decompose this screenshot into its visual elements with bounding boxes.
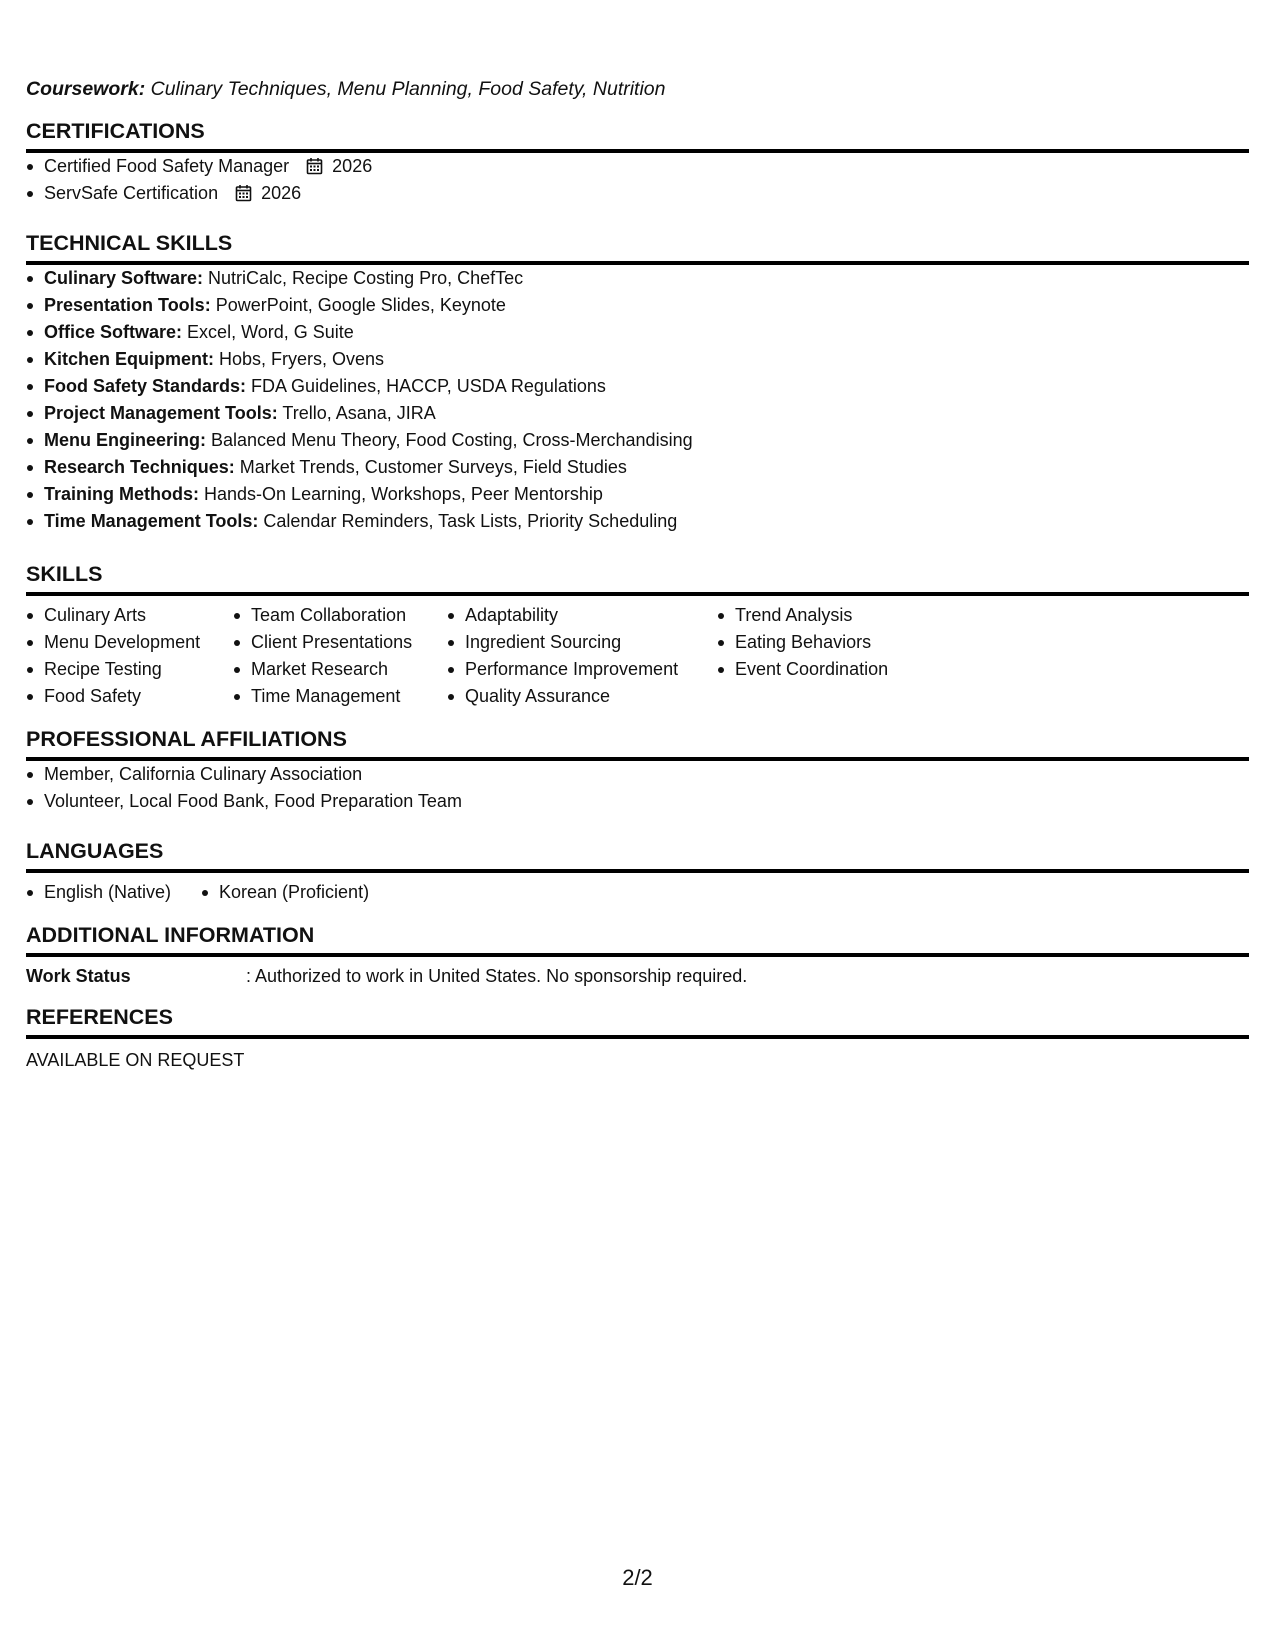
skill-item [233,602,412,629]
skill-category-label: Office Software: [44,322,183,342]
skill-category-label: Food Safety Standards: [44,376,247,396]
skill-item [26,683,200,710]
language-text: Korean (Proficient) [219,882,370,902]
certifications-section [26,118,1249,207]
skills-section [26,561,1249,712]
technical-skill-item [26,265,1249,292]
work-status-row [26,963,1249,990]
skill-label: Time Management [251,686,401,706]
skill-item [233,629,412,656]
certification-year: 2026 [261,183,302,203]
skill-item [447,683,678,710]
calendar-icon [306,157,323,175]
skill-category-label: Project Management Tools: [44,403,278,423]
bullet [27,799,33,805]
work-status-value: : Authorized to work in United States. No sponsorship required. [246,966,748,986]
bullet [27,519,33,525]
skill-category-value: Hobs, Fryers, Ovens [219,349,385,369]
bullet [448,613,454,619]
language-item [26,879,171,906]
skill-item [447,629,678,656]
section-title-affiliations: PROFESSIONAL AFFILIATIONS [26,727,347,751]
skills-grid [26,602,1249,712]
skill-item [717,629,888,656]
skill-item [447,602,678,629]
technical-skill-item [26,427,1249,454]
skill-label: Menu Development [44,632,201,652]
bullet [448,694,454,700]
affiliation-text: Member, California Culinary Association [44,764,363,784]
skill-category-value: NutriCalc, Recipe Costing Pro, ChefTec [208,268,524,288]
skill-label: Client Presentations [251,632,413,652]
skill-category-value: Balanced Menu Theory, Food Costing, Cross-Merchandising [211,430,693,450]
skill-item [26,656,200,683]
skill-label: Recipe Testing [44,659,162,679]
bullet [27,694,33,700]
technical-skills-section [26,230,1249,535]
coursework-line [26,78,666,101]
skill-item [717,602,888,629]
certifications-list [26,153,1249,207]
bullet [27,357,33,363]
coursework-label: Coursework: [26,78,146,100]
section-divider [26,953,1249,957]
skill-category-label: Presentation Tools: [44,295,211,315]
bullet [448,640,454,646]
affiliations-list [26,761,1249,815]
bullet [27,191,33,197]
technical-skill-item [26,454,1249,481]
skill-label: Performance Improvement [465,659,679,679]
bullet [27,330,33,336]
affiliation-text: Volunteer, Local Food Bank, Food Preparation Team [44,791,462,811]
skill-label: Team Collaboration [251,605,407,625]
bullet [27,164,33,170]
certification-item [26,153,1249,180]
bullet [27,613,33,619]
section-title-certifications: CERTIFICATIONS [26,119,205,143]
bullet [27,772,33,778]
section-title-skills: SKILLS [26,562,103,586]
references-text: AVAILABLE ON REQUEST [26,1050,245,1070]
bullet [27,384,33,390]
bullet [27,438,33,444]
bullet [27,890,33,896]
section-divider [26,592,1249,596]
coursework-value: Culinary Techniques, Menu Planning, Food Safety, Nutrition [150,78,666,100]
affiliations-section [26,726,1249,815]
bullet [27,411,33,417]
certification-year: 2026 [332,156,373,176]
technical-skill-item [26,508,1249,535]
skill-label: Food Safety [44,686,142,706]
skill-label: Market Research [251,659,389,679]
language-text: English (Native) [44,882,172,902]
skill-category-value: Market Trends, Customer Surveys, Field Studies [239,457,627,477]
section-title-languages: LANGUAGES [26,839,164,863]
languages-section [26,838,1249,906]
bullet [718,667,724,673]
bullet [27,465,33,471]
skill-category-value: Calendar Reminders, Task Lists, Priority Scheduling [263,511,678,531]
additional-information-section [26,922,1249,990]
skill-item [233,683,412,710]
skill-label: Eating Behaviors [735,632,872,652]
bullet [27,303,33,309]
bullet [718,640,724,646]
languages-list [26,879,1249,906]
technical-skill-item [26,373,1249,400]
section-title-references: REFERENCES [26,1005,173,1029]
skill-category-label: Time Management Tools: [44,511,259,531]
bullet [27,276,33,282]
page-number: 2/2 [622,1565,653,1590]
skill-item [717,656,888,683]
skill-category-label: Menu Engineering: [44,430,206,450]
references-section [26,1004,1249,1074]
skills-column [233,602,412,710]
skill-label: Adaptability [465,605,559,625]
calendar-icon [235,184,252,202]
certification-name: ServSafe Certification [44,183,219,203]
bullet [234,667,240,673]
skills-column [717,602,888,683]
skill-category-value: FDA Guidelines, HACCP, USDA Regulations [251,376,606,396]
technical-skills-list [26,265,1249,535]
bullet [234,640,240,646]
skill-label: Ingredient Sourcing [465,632,622,652]
bullet [27,640,33,646]
bullet [234,694,240,700]
skill-category-label: Training Methods: [44,484,199,504]
skill-item [26,602,200,629]
skill-category-label: Kitchen Equipment: [44,349,214,369]
resume-page [26,0,1249,1650]
skill-label: Trend Analysis [735,605,853,625]
technical-skill-item [26,319,1249,346]
skill-category-label: Culinary Software: [44,268,204,288]
technical-skill-item [26,346,1249,373]
section-title-technical-skills: TECHNICAL SKILLS [26,231,233,255]
skills-column [26,602,200,710]
section-title-additional-information: ADDITIONAL INFORMATION [26,923,315,947]
work-status-label: Work Status [26,966,131,986]
skills-column [447,602,678,710]
language-item [201,879,369,906]
bullet [27,492,33,498]
skill-item [447,656,678,683]
certification-item [26,180,1249,207]
affiliation-item [26,788,1249,815]
skill-label: Culinary Arts [44,605,147,625]
section-divider [26,1035,1249,1039]
skill-category-value: PowerPoint, Google Slides, Keynote [215,295,506,315]
bullet [234,613,240,619]
skill-category-value: Trello, Asana, JIRA [282,403,436,423]
skill-category-label: Research Techniques: [44,457,235,477]
skill-category-value: Excel, Word, G Suite [187,322,354,342]
bullet [448,667,454,673]
technical-skill-item [26,292,1249,319]
skill-category-value: Hands-On Learning, Workshops, Peer Mentorship [204,484,603,504]
skill-item [233,656,412,683]
affiliation-item [26,761,1249,788]
section-divider [26,869,1249,873]
technical-skill-item [26,481,1249,508]
certification-name: Certified Food Safety Manager [44,156,290,176]
skill-label: Event Coordination [735,659,889,679]
skill-item [26,629,200,656]
bullet [27,667,33,673]
bullet [718,613,724,619]
skill-label: Quality Assurance [465,686,611,706]
technical-skill-item [26,400,1249,427]
bullet [202,890,208,896]
